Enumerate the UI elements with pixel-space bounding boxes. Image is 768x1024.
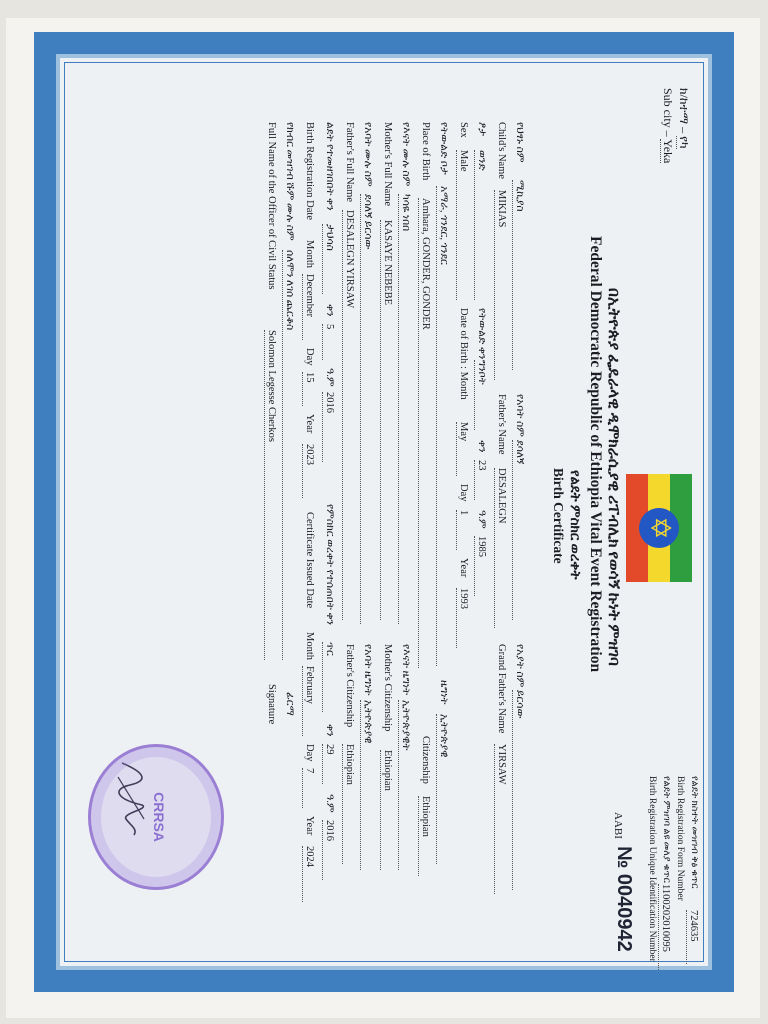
dob-label: Date of Birth : Month bbox=[458, 308, 469, 400]
certificate-month-label: Month bbox=[304, 632, 315, 661]
registration-date-amharic-day: 5 bbox=[322, 324, 336, 360]
registration-year-label: Year bbox=[304, 414, 315, 434]
unique-id-value: 1100202010095 bbox=[658, 884, 672, 974]
child-name-value: MIKIAS bbox=[494, 190, 508, 380]
sub-city-amharic: ክ/ከተማ – የካ bbox=[677, 88, 691, 149]
father-full-name-amharic-label: የአባት ሙሉ ስም bbox=[362, 122, 373, 187]
citizenship-value: Ethiopian bbox=[418, 796, 432, 876]
officer-name-amharic-value: ሰለሞን ለገሰ ጨርቆስ bbox=[282, 250, 296, 660]
mother-citizenship-label: Mother's Citizenship bbox=[382, 644, 393, 732]
signature-amharic-label: ፊርማ bbox=[284, 692, 295, 716]
subtitle-english: Birth Certificate bbox=[551, 468, 566, 564]
unique-id-label: Birth Registration Unique Identification Number bbox=[647, 776, 657, 962]
dob-amharic-label: የትውልድ ቀን bbox=[476, 308, 487, 360]
sex-amharic-label: ፆታ bbox=[476, 122, 487, 137]
certificate-date-amharic-label: የምስክር ወረቀት የተሰጠበት ቀን bbox=[324, 504, 335, 626]
certificate-day: 7 bbox=[302, 768, 316, 808]
father-citizenship-amharic-label: የአባት ዜግነት bbox=[362, 644, 373, 696]
registration-date-amharic-year-label: ዓ.ም bbox=[324, 368, 335, 387]
certificate-date-amharic-month: ጥር bbox=[322, 642, 336, 712]
officer-name-label: Full Name of the Officer of Civil Status bbox=[266, 122, 277, 290]
certificate-prefix: AABI bbox=[612, 812, 624, 839]
mother-name-value: KASAYE NEBEBE bbox=[380, 220, 394, 620]
registration-day: 15 bbox=[302, 372, 316, 406]
certificate-year: 2024 bbox=[302, 846, 316, 902]
birth-certificate bbox=[34, 32, 734, 992]
registration-day-label: Day bbox=[304, 348, 315, 366]
dob-day: 1 bbox=[456, 510, 470, 550]
dob-amharic-day: 23 bbox=[474, 460, 488, 500]
sex-amharic-value: ወንድ bbox=[474, 150, 488, 300]
certificate-day-label: Day bbox=[304, 744, 315, 762]
certificate-date-amharic-year-label: ዓ.ም bbox=[324, 794, 335, 813]
father-citizenship-label: Father's Citizenship bbox=[344, 644, 355, 728]
form-number-label: Birth Registration Form Number bbox=[675, 776, 685, 901]
father-name-label: Father's Name bbox=[496, 394, 507, 455]
registration-year: 2023 bbox=[302, 444, 316, 498]
registration-date-amharic-day-label: ቀን bbox=[324, 304, 335, 317]
father-citizenship-value: Ethiopian bbox=[342, 744, 356, 864]
mother-name-amharic-value: ካሳዬ ነበበ bbox=[398, 194, 412, 624]
grandfather-name-value: YIRSAW bbox=[494, 744, 508, 894]
pob-label: Place of Birth bbox=[420, 122, 431, 181]
dob-amharic-month: ግንቦት bbox=[474, 360, 488, 430]
grandfather-name-amharic-label: የአያት ስም bbox=[514, 644, 525, 688]
father-name-amharic-label: የአባት ስም bbox=[514, 394, 525, 437]
official-stamp bbox=[88, 744, 224, 890]
pob-value: Amhara, GONDER, GONDER bbox=[418, 198, 432, 668]
pob-amharic-value: አማራ, ጎንደር, ጎንደር bbox=[436, 186, 450, 666]
form-number-value: 724635 bbox=[686, 910, 700, 964]
ethiopian-flag bbox=[626, 474, 692, 582]
officer-name-value: Solomon Legesse Cherkos bbox=[264, 330, 278, 660]
dob-amharic-day-label: ቀን bbox=[476, 440, 487, 453]
certificate-date-amharic-day: 29 bbox=[322, 744, 336, 784]
registration-date-amharic-label: ልደት የተመዘገበበት ቀን bbox=[324, 122, 335, 211]
child-name-amharic-value: ሚኪያስ bbox=[512, 180, 526, 370]
child-name-label: Child's Name bbox=[496, 122, 507, 180]
mother-name-label: Mother's Full Name bbox=[382, 122, 393, 207]
registration-date-amharic-month: ታህሳስ bbox=[322, 224, 336, 294]
title-english: Federal Democratic Republic of Ethiopia Vital Event Registration bbox=[587, 236, 604, 673]
title-amharic: በኢትዮጵያ ፌዴራላዊ ዲሞክራሲያዊ ሪፐብሊክ የወሳኝ ኩነት ምዝገባ bbox=[605, 288, 622, 666]
mother-citizenship-amharic-value: ኢትዮጵያዊት bbox=[398, 700, 412, 870]
dob-month: May bbox=[456, 422, 470, 476]
father-full-name-label: Father's Full Name bbox=[344, 122, 355, 203]
certificate-year-label: Year bbox=[304, 816, 315, 836]
grandfather-name-label: Grand Father's Name bbox=[496, 644, 507, 734]
child-name-amharic-label: የህፃኑ ስም bbox=[514, 122, 525, 163]
mother-name-amharic-label: የእናት ሙሉ ስም bbox=[400, 122, 411, 187]
signature-label: Signature bbox=[266, 684, 277, 725]
registration-month: December bbox=[302, 274, 316, 340]
certificate-date-amharic-day-label: ቀን bbox=[324, 724, 335, 737]
sex-value: Male bbox=[456, 150, 470, 300]
father-full-name-amharic-value: ደሳለኝ ይርሳው bbox=[360, 194, 374, 624]
certificate-date-amharic-year: 2016 bbox=[322, 820, 336, 880]
dob-amharic-year: 1985 bbox=[474, 536, 488, 596]
grandfather-name-amharic-value: ይርሳው bbox=[512, 690, 526, 890]
certificate-issued-label: Certificate Issued Date bbox=[304, 512, 315, 609]
father-name-amharic-value: ደሳለኝ bbox=[512, 440, 526, 620]
mother-citizenship-amharic-label: የእናት ዜግነት bbox=[400, 644, 411, 696]
unique-id-amharic-label: የልደት ምዝገባ ልዩ መለያ ቁጥር bbox=[661, 776, 671, 883]
registration-month-label: Month bbox=[304, 240, 315, 269]
dob-day-label: Day bbox=[458, 484, 469, 502]
mother-citizenship-value: Ethiopian bbox=[380, 750, 394, 870]
father-name-value: DESALEGN bbox=[494, 468, 508, 628]
nationality-amharic-label: ዜግነት bbox=[438, 680, 449, 705]
father-full-name-value: DESALEGN YIRSAW bbox=[342, 210, 356, 620]
dob-amharic-year-label: ዓ.ም bbox=[476, 510, 487, 529]
dob-year: 1993 bbox=[456, 588, 470, 648]
stamp-text: CRRSA bbox=[151, 792, 167, 842]
subtitle-amharic: የልደት ምስክር ወረቀት bbox=[568, 470, 583, 580]
certificate-month: February bbox=[302, 666, 316, 736]
certificate-number: № 0040942 bbox=[613, 846, 635, 952]
dob-year-label: Year bbox=[458, 558, 469, 578]
registration-date-label: Birth Registration Date bbox=[304, 122, 315, 220]
sub-city: Sub city – Yeka bbox=[661, 88, 675, 164]
registration-date-amharic-year: 2016 bbox=[322, 392, 336, 462]
officer-name-amharic-label: የክብር መዝገብ ሹም ሙሉ ስም bbox=[284, 122, 295, 241]
citizenship-label: Citizenship bbox=[420, 736, 431, 784]
star-emblem-icon: ✡ bbox=[639, 508, 679, 548]
pob-amharic-label: የትውልድ ቦታ bbox=[438, 122, 449, 175]
form-number-amharic-label: የልደት ክስተት መዝገብ ቅፅ ቁጥር bbox=[689, 776, 699, 889]
nationality-amharic-value: ኢትዮጵያዊ bbox=[436, 714, 450, 864]
sex-label: Sex bbox=[458, 122, 469, 138]
father-citizenship-amharic-value: ኢትዮጵያዊ bbox=[360, 700, 374, 870]
